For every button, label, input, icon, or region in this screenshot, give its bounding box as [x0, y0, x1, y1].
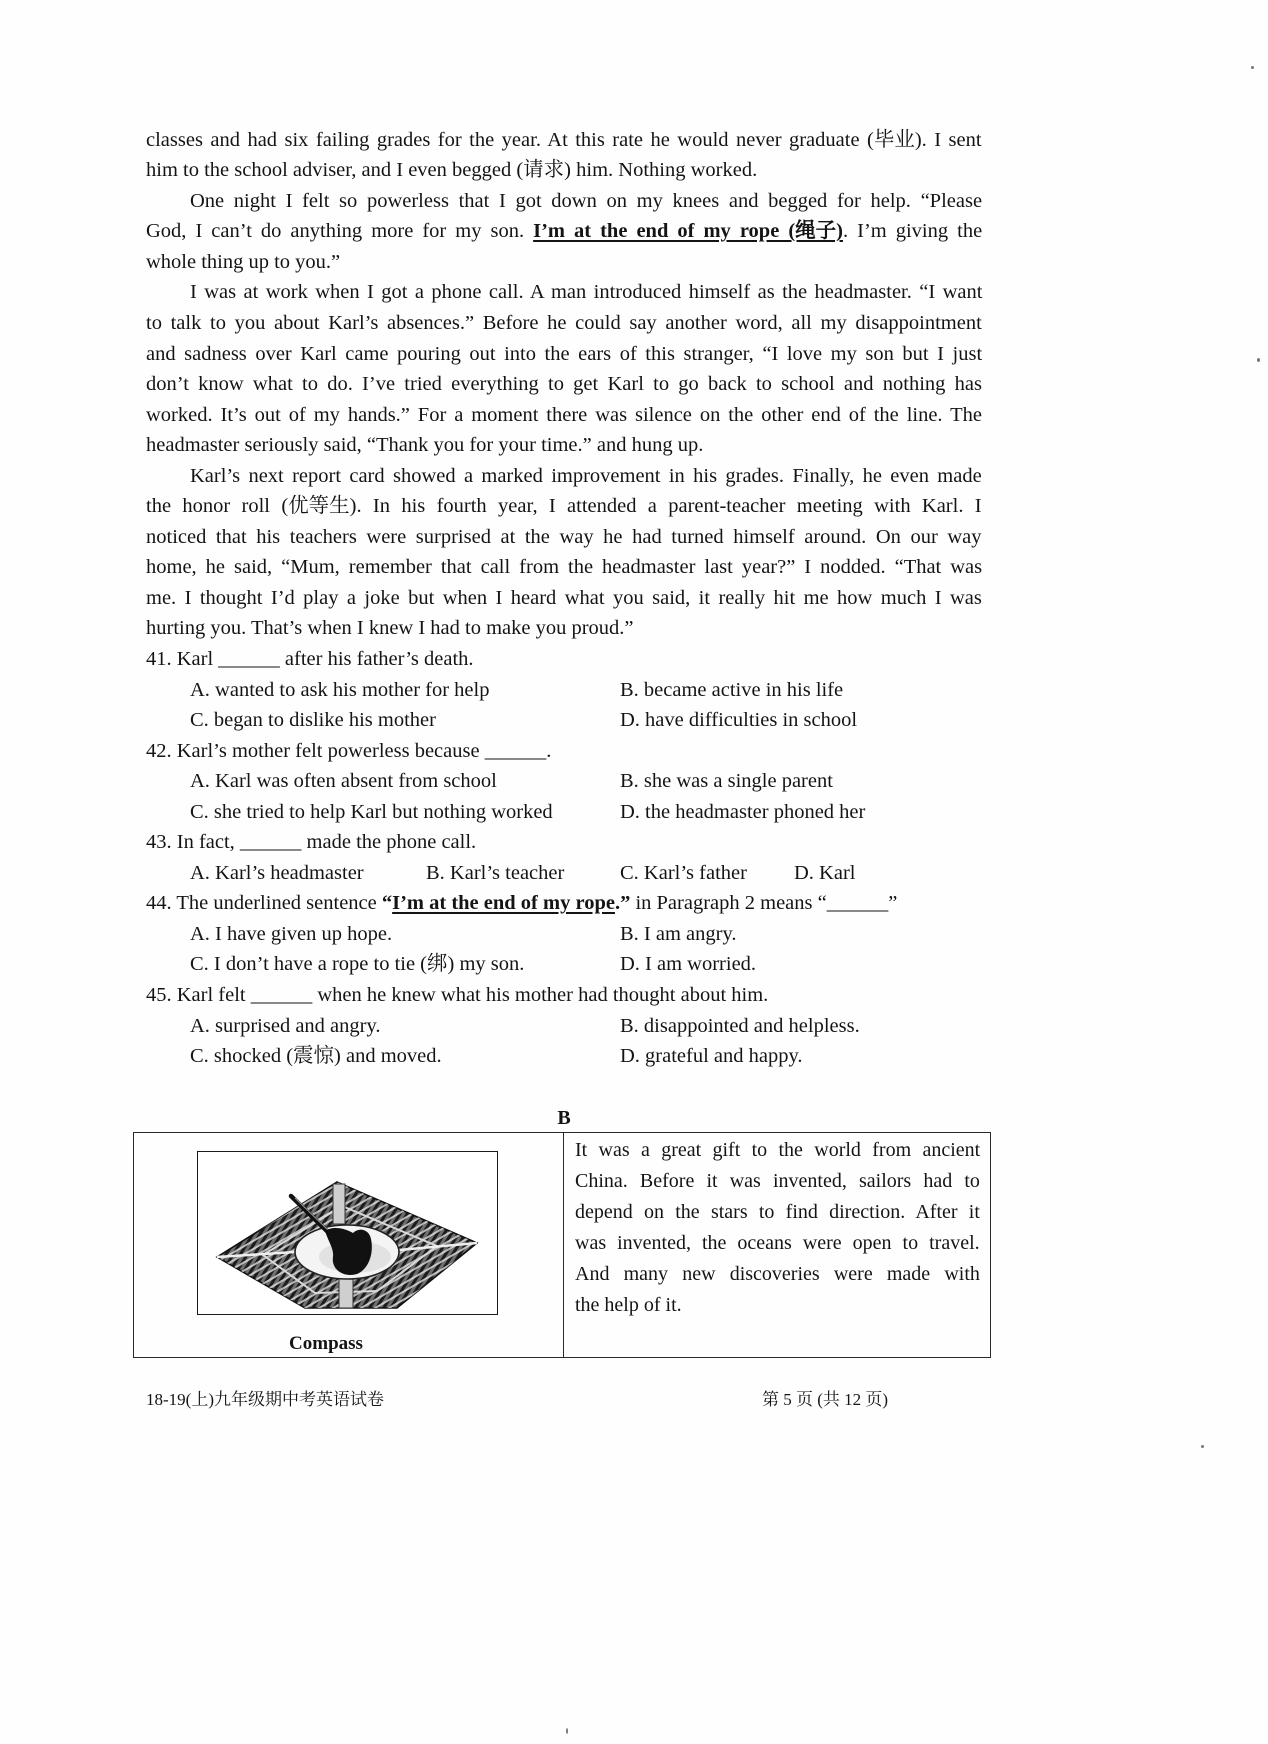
- question-44-options-row: [146, 949, 982, 980]
- question-45-stem: [146, 980, 982, 1011]
- scan-speck: [566, 1728, 568, 1734]
- underlined-sentence: I’m at the end of my rope (绳子): [533, 220, 843, 243]
- option-b[interactable]: B. she was a single parent: [620, 770, 833, 793]
- line-text: him to the school adviser, and I even begged (请求) him. Nothing worked.: [146, 159, 758, 182]
- section-b-line: [575, 1290, 980, 1321]
- question-45-options-row: [146, 1011, 982, 1042]
- passage-line: [146, 461, 982, 492]
- compass-icon: [197, 1151, 498, 1315]
- line-text: me. I thought I’d play a joke but when I heard what you said, it really hit me how much I was: [146, 586, 982, 609]
- line-segment: God, I can’t do anything more for my son.: [146, 220, 534, 243]
- passage-line: [146, 308, 982, 339]
- line-segment: . I’m giving the: [842, 220, 983, 243]
- section-b-line: [575, 1135, 980, 1166]
- question-41-stem: [146, 644, 982, 675]
- option-a[interactable]: A. Karl’s headmaster: [190, 861, 364, 884]
- line-text: the help of it.: [575, 1294, 682, 1316]
- option-c[interactable]: C. Karl’s father: [620, 861, 747, 884]
- section-b-text: [575, 1135, 980, 1321]
- passage-line: [146, 583, 982, 614]
- line-text: the honor roll (优等生). In his fourth year, I attended a parent-teacher meeting with Karl. I: [146, 495, 982, 518]
- figure-caption: Compass: [289, 1333, 363, 1354]
- question-42-options-row: [146, 797, 982, 828]
- line-text: One night I felt so powerless that I got down on my knees and begged for help. “Please: [190, 189, 983, 212]
- underlined-sentence: I’m at the end of my rope: [392, 892, 615, 915]
- option-d[interactable]: D. Karl: [794, 861, 856, 884]
- quote-mark: “: [381, 892, 393, 915]
- line-text: home, he said, “Mum, remember that call from the headmaster last year?” I nodded. “That was: [146, 556, 983, 579]
- stem-segment: 44. The underlined sentence: [146, 892, 382, 915]
- passage-line: [146, 491, 982, 522]
- question-text: 45. Karl felt ______ when he knew what his mother had thought about him.: [146, 984, 769, 1006]
- passage-line: [146, 400, 982, 431]
- passage-line: [146, 552, 982, 583]
- option-b[interactable]: B. became active in his life: [620, 678, 844, 701]
- section-b-table: [133, 1132, 991, 1358]
- option-a[interactable]: A. Karl was often absent from school: [190, 770, 497, 793]
- stem-segment: in Paragraph 2 means “______”: [630, 892, 898, 915]
- option-c[interactable]: C. I don’t have a rope to tie (绑) my son.: [190, 953, 525, 976]
- scan-speck: [1251, 66, 1254, 69]
- option-a[interactable]: A. I have given up hope.: [190, 922, 393, 945]
- passage-a: [146, 125, 982, 1072]
- line-text: to talk to you about Karl’s absences.” Before he could say another word, all my disappointment: [146, 311, 982, 334]
- question-45-options-row: [146, 1041, 982, 1072]
- line-text: I was at work when I got a phone call. A man introduced himself as the headmaster. “I want: [190, 281, 983, 304]
- option-d[interactable]: D. the headmaster phoned her: [620, 800, 866, 823]
- line-text: don’t know what to do. I’ve tried everything to get Karl to go back to school and nothing has: [146, 373, 982, 396]
- line-text: whole thing up to you.”: [146, 250, 341, 273]
- question-text: 43. In fact, ______ made the phone call.: [146, 831, 477, 854]
- question-44-stem: [146, 888, 982, 919]
- option-c[interactable]: C. shocked (震惊) and moved.: [190, 1045, 442, 1068]
- line-text: was invented, the oceans were open to travel.: [575, 1232, 980, 1254]
- question-43-stem: [146, 827, 982, 858]
- option-a[interactable]: A. wanted to ask his mother for help: [190, 678, 490, 701]
- line-text: hurting you. That’s when I knew I had to make you proud.”: [146, 617, 634, 640]
- section-b-line: [575, 1166, 980, 1197]
- question-43-options-row: [146, 858, 982, 889]
- option-d[interactable]: D. have difficulties in school: [620, 709, 858, 732]
- passage-line: [146, 247, 982, 278]
- section-b-line: [575, 1197, 980, 1228]
- option-d[interactable]: D. grateful and happy.: [620, 1045, 803, 1068]
- section-b-line: [575, 1228, 980, 1259]
- footer-exam-title: 18-19(上)九年级期中考英语试卷: [146, 1390, 384, 1409]
- line-text: depend on the stars to find direction. After it: [575, 1201, 980, 1223]
- passage-line: [146, 216, 982, 247]
- question-text: [146, 888, 897, 919]
- line-text: worked. It’s out of my hands.” For a moment there was silence on the other end of the line. The: [146, 403, 982, 426]
- question-text: 41. Karl ______ after his father’s death.: [146, 647, 474, 670]
- passage-line: [146, 339, 982, 370]
- line-text: classes and had six failing grades for the year. At this rate he would never graduate (毕业). I sent: [146, 128, 982, 151]
- section-b-line: [575, 1259, 980, 1290]
- compass-top-strip: [333, 1184, 345, 1224]
- option-c[interactable]: C. began to dislike his mother: [190, 709, 436, 732]
- quote-mark: .”: [614, 892, 631, 915]
- question-42-stem: [146, 736, 982, 767]
- line-text: headmaster seriously said, “Thank you for your time.” and hung up.: [146, 434, 704, 457]
- passage-line: [146, 277, 982, 308]
- line-text: China. Before it was invented, sailors had to: [575, 1170, 980, 1192]
- question-41-options-row: [146, 675, 982, 706]
- option-b[interactable]: B. I am angry.: [620, 922, 737, 945]
- passage-line: [146, 155, 982, 186]
- option-d[interactable]: D. I am worried.: [620, 953, 757, 976]
- option-b[interactable]: B. Karl’s teacher: [426, 861, 565, 884]
- option-b[interactable]: B. disappointed and helpless.: [620, 1014, 860, 1037]
- footer-page-info: 第 5 页 (共 12 页): [762, 1390, 889, 1409]
- section-b-heading: B: [557, 1107, 571, 1129]
- line-text: noticed that his teachers were surprised at the way he had turned himself around. On our way: [146, 525, 982, 548]
- question-41-options-row: [146, 705, 982, 736]
- line-text: And many new discoveries were made with: [575, 1263, 980, 1285]
- line-text: [146, 216, 982, 247]
- question-text: 42. Karl’s mother felt powerless because ______.: [146, 739, 552, 762]
- compass-figure: [197, 1151, 498, 1315]
- passage-line: [146, 369, 982, 400]
- line-text: It was a great gift to the world from ancient: [575, 1139, 981, 1161]
- passage-line: [146, 125, 982, 156]
- scan-speck: [1201, 1445, 1204, 1448]
- line-text: Karl’s next report card showed a marked improvement in his grades. Finally, he even made: [190, 464, 982, 487]
- option-c[interactable]: C. she tried to help Karl but nothing worked: [190, 800, 553, 823]
- question-42-options-row: [146, 766, 982, 797]
- passage-line: [146, 522, 982, 553]
- compass-bottom-strip: [339, 1278, 353, 1308]
- passage-line: [146, 613, 982, 644]
- option-a[interactable]: A. surprised and angry.: [190, 1014, 381, 1037]
- question-44-options-row: [146, 919, 982, 950]
- line-text: and sadness over Karl came pouring out into the ears of this stranger, “I love my son but I just: [146, 342, 983, 365]
- passage-line: [146, 186, 982, 217]
- table-divider: [563, 1133, 564, 1357]
- scan-speck: [1257, 358, 1260, 362]
- passage-line: [146, 430, 982, 461]
